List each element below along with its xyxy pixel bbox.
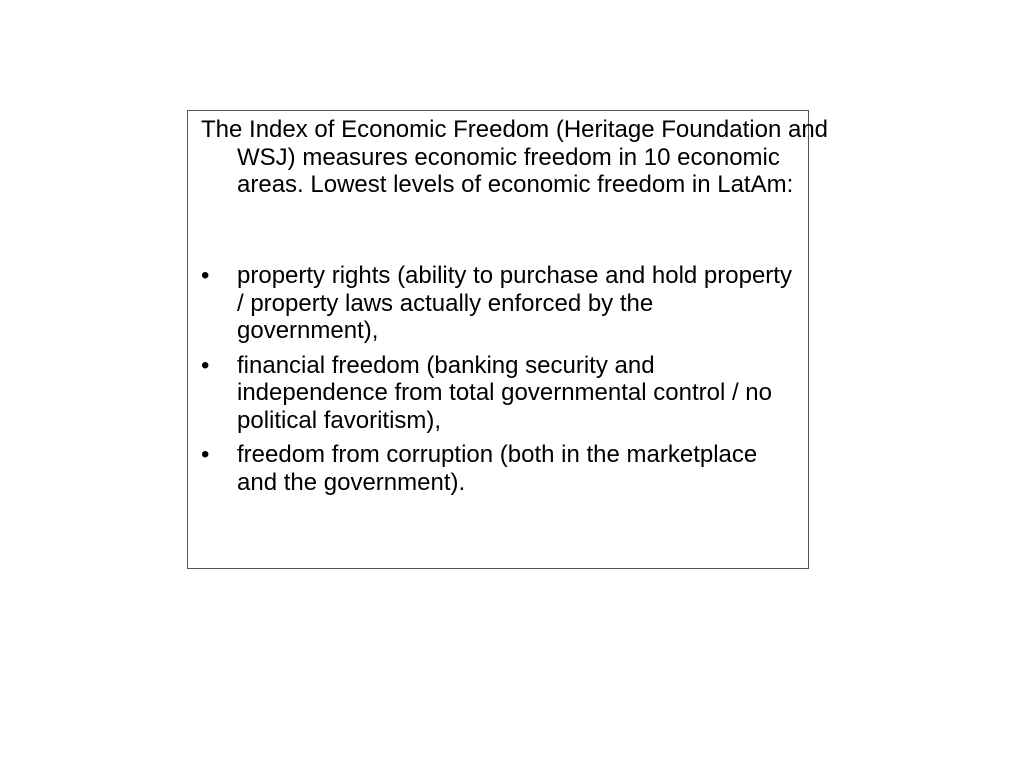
bullet-item-financial-freedom xyxy=(201,352,801,435)
slide-text-box xyxy=(187,110,829,569)
intro-paragraph: The Index of Economic Freedom (Heritage Foundation and WSJ) measures economic freedom in 10 economic areas. Lowest levels of economic freedom in LatAm: xyxy=(201,116,829,198)
bullet-icon: • xyxy=(201,441,210,468)
bullet-icon: • xyxy=(201,351,210,379)
bullet-text: financial freedom (banking security and independence from total governmental control / no political favoritism), xyxy=(237,351,772,434)
bullet-item-freedom-from-corruption xyxy=(201,441,801,496)
bullet-icon: • xyxy=(201,262,210,289)
bullet-list xyxy=(201,262,801,503)
bullet-item-property-rights xyxy=(201,262,801,345)
bullet-text: freedom from corruption (both in the marketplace and the government). xyxy=(237,441,758,496)
bullet-text: property rights (ability to purchase and hold property / property laws actually enforced by the government), xyxy=(237,262,792,344)
